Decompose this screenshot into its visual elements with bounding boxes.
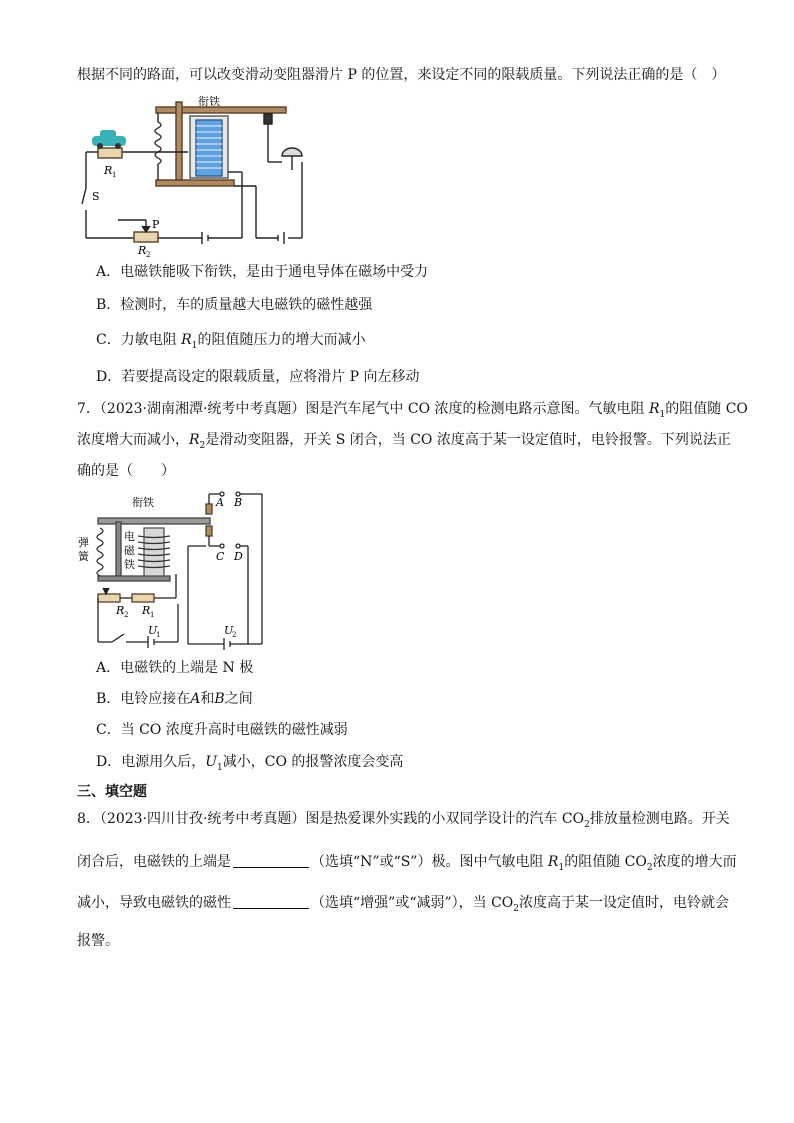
contact-b-label: B — [234, 496, 243, 509]
u2-label: U — [224, 624, 234, 637]
r2-label: R — [138, 244, 147, 257]
q7-circuit-figure — [76, 488, 276, 650]
q6-option-a: A．电磁铁能吸下衔铁，是由于通电导体在磁场中受力 — [96, 264, 429, 280]
contact-d-label: D — [234, 550, 243, 563]
r1-label: R — [104, 164, 113, 177]
u1-label: U — [148, 624, 158, 637]
electromagnet-label-1: 电 — [124, 530, 135, 543]
answer-blank-2[interactable] — [233, 894, 309, 909]
slider-label: P — [152, 218, 160, 231]
q7-option-d: D．电源用久后，$U_1$减小，CO 的报警浓度会变高 — [96, 754, 404, 773]
q8-line4: 报警。 — [77, 933, 119, 949]
u2-sub: 2 — [232, 631, 237, 639]
armature-label-2: 衔铁 — [132, 496, 154, 509]
r2-label-2: R — [116, 604, 125, 617]
contact-a-label: A — [216, 496, 224, 509]
r2-sub: 2 — [146, 251, 151, 258]
q6-option-b: B．检测时，车的质量越大电磁铁的磁性越强 — [96, 297, 373, 313]
u1-sub: 1 — [156, 631, 161, 639]
armature-label: 衔铁 — [198, 95, 220, 108]
r1-sub: 1 — [112, 171, 117, 179]
q7-stem-line3: 确的是（ ） — [77, 463, 175, 479]
contact-c-label: C — [216, 550, 225, 563]
spring-label-1: 弹 — [78, 536, 89, 549]
electromagnet-label-3: 铁 — [124, 558, 135, 571]
r2-sub-2: 2 — [124, 611, 129, 619]
q8-line3: 减小，导致电磁铁的磁性 （选填“增强”或“减弱”），当 $CO_2$浓度高于某一设定值时，电铃就会 — [77, 895, 730, 914]
car-icon — [92, 130, 126, 149]
q6-circuit-figure — [78, 92, 318, 258]
q6-option-d: D．若要提高设定的限载质量，应将滑片 P 向左移动 — [96, 369, 420, 385]
spring-label-2: 簧 — [78, 550, 89, 563]
section-heading: 三、填空题 — [77, 784, 147, 800]
switch-label: S — [92, 190, 100, 203]
r1-sub-2: 1 — [150, 611, 155, 619]
q6-stem: 根据不同的路面，可以改变滑动变阻器滑片 P 的位置，来设定不同的限载质量。下列说法正确的是（ ） — [77, 67, 726, 83]
q8-line2: 闭合后，电磁铁的上端是 （选填“N”或“S”）极。图中气敏电阻 $R_1$的阻值随 $CO_2$浓度的增大而 — [77, 854, 737, 873]
q7-option-b: B．电铃应接在A和B之间 — [96, 691, 253, 707]
q7-stem-line1: 7．（2023·湖南湘潭·统考中考真题）图是汽车尾气中 CO 浓度的检测电路示意图。气敏电阻 $R_1$的阻值随 CO — [77, 401, 748, 420]
q7-stem-line2: 浓度增大而减小，$R_2$是滑动变阻器，开关 S 闭合，当 CO 浓度高于某一设定值时，电铃报警。下列说法正 — [77, 432, 731, 451]
q7-option-a: A．电磁铁的上端是 N 极 — [96, 660, 254, 676]
q6-option-c: C．力敏电阻 $R_1$的阻值随压力的增大而减小 — [96, 332, 366, 351]
r1-label-2: R — [142, 604, 151, 617]
q8-line1: 8．（2023·四川甘孜·统考中考真题）图是热爱课外实践的小双同学设计的汽车 $CO_2$排放量检测电路。开关 — [77, 811, 730, 830]
q7-option-c: C．当 CO 浓度升高时电磁铁的磁性减弱 — [96, 722, 348, 738]
electromagnet-label-2: 磁 — [124, 544, 135, 557]
answer-blank-1[interactable] — [233, 853, 309, 868]
